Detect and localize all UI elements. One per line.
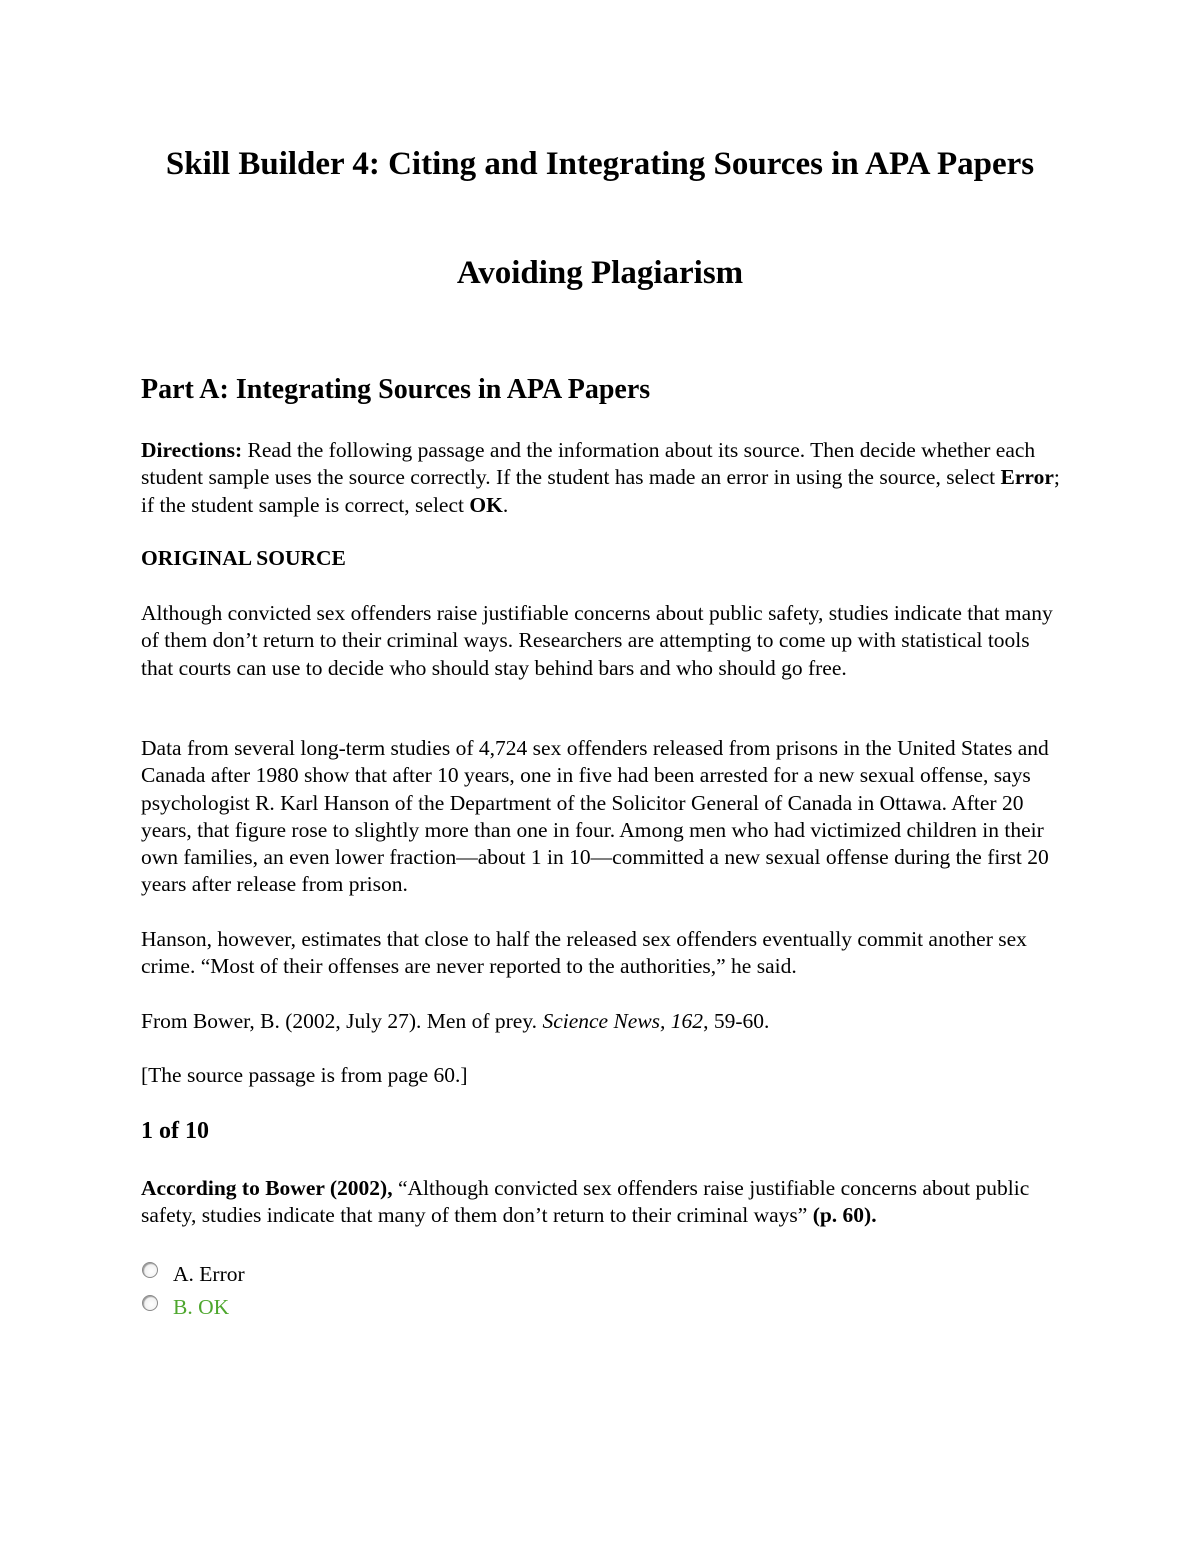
source-citation <box>141 1008 1061 1035</box>
student-sample <box>141 1175 1061 1230</box>
option-a-label: A. Error <box>173 1261 245 1286</box>
source-paragraph-2: Data from several long-term studies of 4,724 sex offenders released from prisons in the United States and Canada after 1980 show that after 10 years, one in five had been arrested for a new sexual offense, says psychologist R. Karl Hanson of the Department of the Solicitor General of Canada in Ottawa. After 20 years, that figure rose to slightly more than one in four. Among men who had victimized children in their own families, an even lower fraction—about 1 in 10—committed a new sexual offense during the first 20 years after release from prison. <box>141 736 1049 897</box>
directions-error-word: Error <box>1000 465 1054 490</box>
source-paragraph-1: Although convicted sex offenders raise justifiable concerns about public safety, studies indicate that many of them don’t return to their criminal ways. Researchers are attempting to come up with statistical tools that courts can use to decide who should stay behind bars and who should go free. <box>141 601 1053 680</box>
source-paragraph-3: Hanson, however, estimates that close to half the released sex offenders eventually commit another sex crime. “Most of their offenses are never reported to the authorities,” he said. <box>141 927 1027 979</box>
original-source-label: ORIGINAL SOURCE <box>141 546 346 570</box>
question-counter: 1 of 10 <box>141 1118 209 1144</box>
directions-label: Directions: <box>141 438 243 462</box>
source-page-note: [The source passage is from page 60.] <box>141 1063 468 1087</box>
document-title: Skill Builder 4: Citing and Integrating Sources in APA Papers <box>165 146 1035 182</box>
option-a-radio[interactable] <box>142 1262 158 1278</box>
option-a-error[interactable] <box>142 1260 245 1288</box>
sample-page-ref: (p. 60). <box>812 1203 877 1228</box>
option-b-ok[interactable] <box>142 1293 229 1321</box>
directions-text-3: . <box>502 492 509 517</box>
citation-prefix: From Bower, B. (2002, July 27). Men of prey. <box>141 1009 543 1033</box>
citation-suffix: , 59-60. <box>703 1009 770 1033</box>
document-subtitle: Avoiding Plagiarism <box>456 255 744 291</box>
directions-text-1: Read the following passage and the information about its source. Then decide whether each student sample uses the source correctly. If the student has made an error in using the source, select <box>141 438 1036 490</box>
option-b-radio[interactable] <box>142 1295 158 1311</box>
directions-ok-word: OK <box>469 492 503 517</box>
option-b-label: B. OK <box>173 1294 230 1319</box>
sample-lead: According to Bower (2002), <box>141 1176 393 1200</box>
citation-journal: Science News, 162 <box>542 1009 704 1033</box>
directions-paragraph <box>141 437 1061 519</box>
part-heading: Part A: Integrating Sources in APA Papers <box>141 374 651 405</box>
directions-text-2: ; if the student sample is correct, select <box>141 465 1060 517</box>
sample-quote: “Although convicted sex offenders raise justifiable concerns about public safety, studies indicate that many of them don’t return to their criminal ways” <box>141 1176 1030 1228</box>
